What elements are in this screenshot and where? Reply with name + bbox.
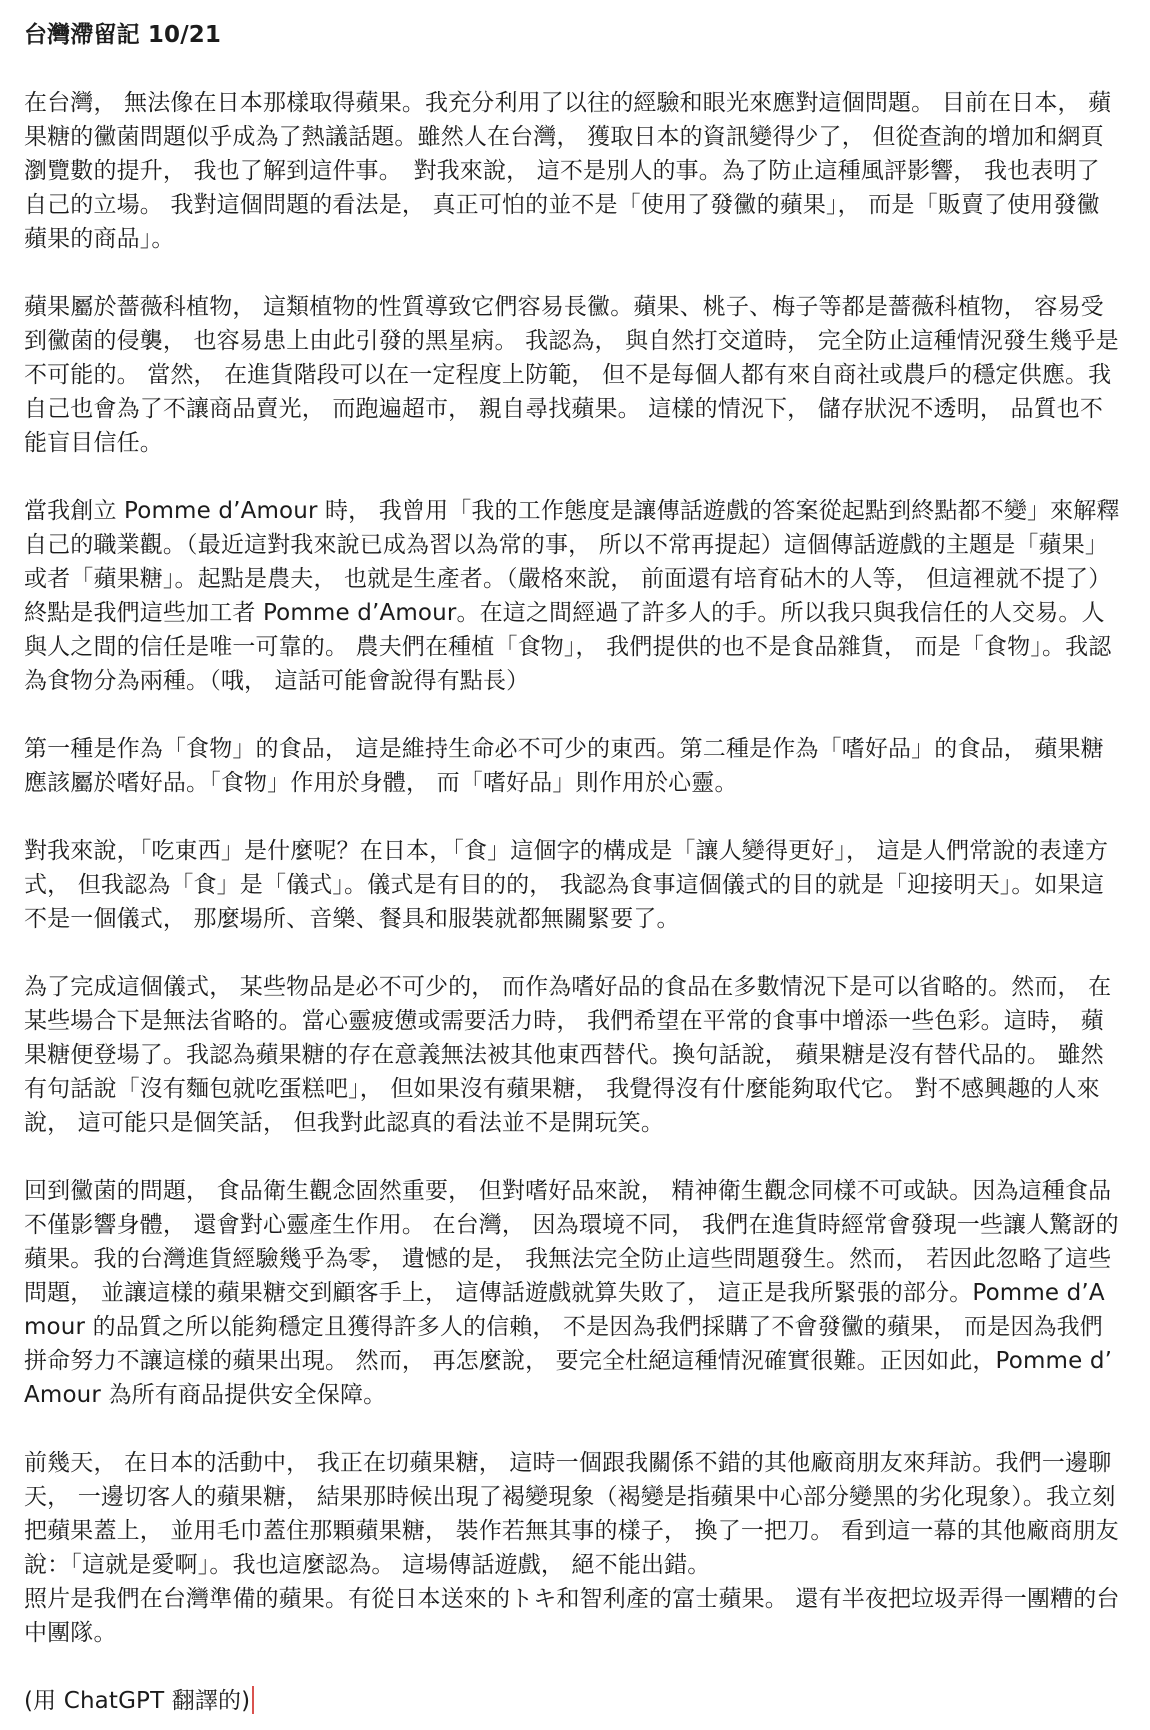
- paragraph-6: 為了完成這個儀式， 某些物品是必不可少的， 而作為嗜好品的食品在多數情況下是可以省略的。然而， 在某些場合下是無法省略的。當心靈疲憊或需要活力時， 我們希望在平常的食事中增添一些色彩。這時， 蘋果糖便登場了。我認為蘋果糖的存在意義無法被其他東西替代。換句話說， 蘋果糖是沒有替代品的。 雖然有句話說「沒有麵包就吃蛋糕吧」， 但如果沒有蘋果糖， 我覺得沒有什麼能夠取代它。 對不感興趣的人來說， 這可能只是個笑話， 但我對此認真的看法並不是開玩笑。: [24, 974, 1112, 1136]
- text-cursor: [252, 1686, 254, 1714]
- paragraph-9: 照片是我們在台灣準備的蘋果。有從日本送來的トキ和智利產的富士蘋果。 還有半夜把垃圾弄得一團糟的台中團隊。: [24, 1586, 1120, 1646]
- paragraph-7: 回到黴菌的問題， 食品衛生觀念固然重要， 但對嗜好品來說， 精神衛生觀念同樣不可或缺。因為這種食品不僅影響身體， 還會對心靈產生作用。 在台灣， 因為環境不同， 我們在進貨時經常會發現一些讓人驚訝的蘋果。我的台灣進貨經驗幾乎為零， 遺憾的是， 我無法完全防止這些問題發生。然而， 若因此忽略了這些問題， 並讓這樣的蘋果糖交到顧客手上， 這傳話遊戲就算失敗了， 這正是我所緊張的部分。Pomme d’Amour 的品質之所以能夠穩定且獲得許多人的信賴， 不是因為我們採購了不會發黴的蘋果， 而是因為我們拼命努力不讓這樣的蘋果出現。 然而， 再怎麼說， 要完全杜絕這種情況確實很難。正因如此，Pomme d’Amour 為所有商品提供安全保障。: [24, 1178, 1119, 1408]
- paragraph-2: 蘋果屬於薔薇科植物， 這類植物的性質導致它們容易長黴。蘋果、桃子、梅子等都是薔薇科植物， 容易受到黴菌的侵襲， 也容易患上由此引發的黑星病。 我認為， 與自然打交道時， 完全防止這種情況發生幾乎是不可能的。 當然， 在進貨階段可以在一定程度上防範， 但不是每個人都有來自商社或農戶的穩定供應。我自己也會為了不讓商品賣光， 而跑遍超市， 親自尋找蘋果。 這樣的情況下， 儲存狀況不透明， 品質也不能盲目信任。: [24, 294, 1119, 456]
- translation-note: (用 ChatGPT 翻譯的): [24, 1688, 251, 1714]
- document-title: 台灣滯留記 10/21: [24, 22, 222, 48]
- document-body: [24, 18, 1122, 1718]
- paragraph-3: 當我創立 Pomme d’Amour 時， 我曾用「我的工作態度是讓傳話遊戲的答案從起點到終點都不變」來解釋自己的職業觀。（最近這對我來說已成為習以為常的事， 所以不常再提起）這個傳話遊戲的主題是「蘋果」或者「蘋果糖」。起點是農夫， 也就是生產者。（嚴格來說， 前面還有培育砧木的人等， 但這裡就不提了）終點是我們這些加工者 Pomme d’Amour。在這之間經過了許多人的手。所以我只與我信任的人交易。人與人之間的信任是唯一可靠的。 農夫們在種植「食物」， 我們提供的也不是食品雜貨， 而是「食物」。我認為食物分為兩種。（哦， 這話可能會說得有點長）: [24, 498, 1120, 694]
- footer-line[interactable]: [24, 1684, 1122, 1718]
- paragraph-8: 前幾天， 在日本的活動中， 我正在切蘋果糖， 這時一個跟我關係不錯的其他廠商朋友來拜訪。我們一邊聊天， 一邊切客人的蘋果糖， 結果那時候出現了褐變現象（褐變是指蘋果中心部分變黑的劣化現象）。我立刻把蘋果蓋上， 並用毛巾蓋住那顆蘋果糖， 裝作若無其事的樣子， 換了一把刀。 看到這一幕的其他廠商朋友說：「這就是愛啊」。我也這麼認為。 這場傳話遊戲， 絕不能出錯。: [24, 1450, 1119, 1578]
- paragraph-1: 在台灣， 無法像在日本那樣取得蘋果。我充分利用了以往的經驗和眼光來應對這個問題。 目前在日本， 蘋果糖的黴菌問題似乎成為了熱議話題。雖然人在台灣， 獲取日本的資訊變得少了， 但從查詢的增加和網頁瀏覽數的提升， 我也了解到這件事。 對我來說， 這不是別人的事。為了防止這種風評影響， 我也表明了自己的立場。 我對這個問題的看法是， 真正可怕的並不是「使用了發黴的蘋果」， 而是「販賣了使用發黴蘋果的商品」。: [24, 90, 1112, 252]
- paragraph-5: 對我來說，「吃東西」是什麼呢？在日本，「食」這個字的構成是「讓人變得更好」， 這是人們常說的表達方式， 但我認為「食」是「儀式」。儀式是有目的的， 我認為食事這個儀式的目的就是「迎接明天」。如果這不是一個儀式， 那麼場所、音樂、餐具和服裝就都無關緊要了。: [24, 838, 1109, 932]
- paragraph-4: 第一種是作為「食物」的食品， 這是維持生命必不可少的東西。第二種是作為「嗜好品」的食品， 蘋果糖應該屬於嗜好品。「食物」作用於身體， 而「嗜好品」則作用於心靈。: [24, 736, 1104, 796]
